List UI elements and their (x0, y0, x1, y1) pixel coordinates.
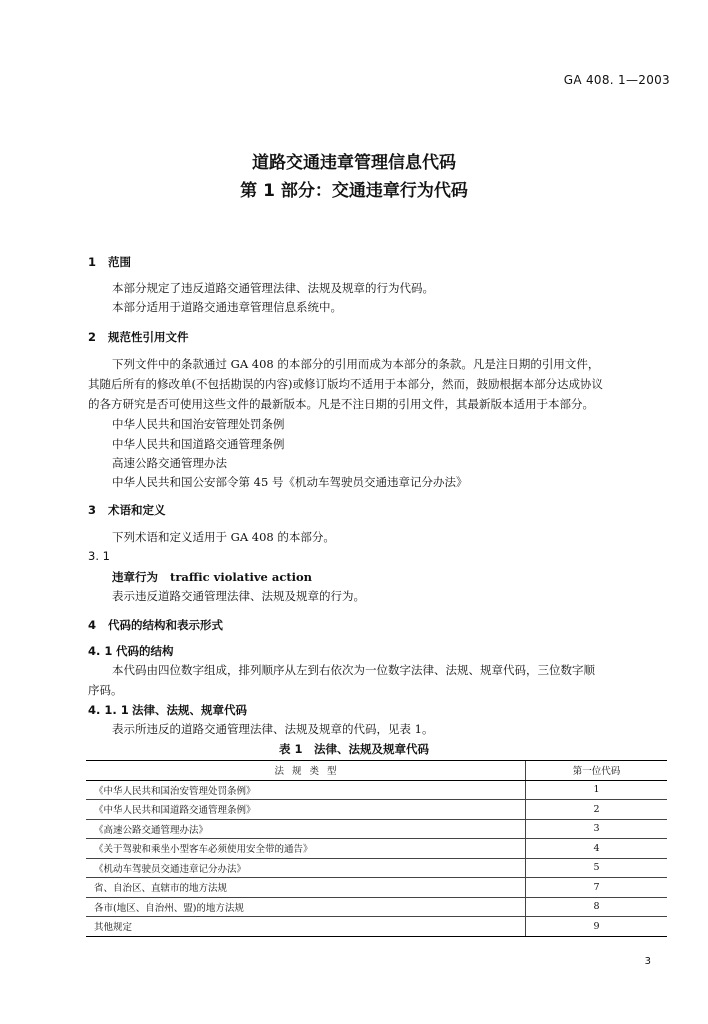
regulation-name: 《中华人民共和国治安管理处罚条例》 (86, 780, 526, 800)
paragraph: 本部分规定了违反道路交通管理法律、法规及规章的行为代码。 (112, 281, 434, 295)
subsection-number: 3. 1 (88, 549, 110, 563)
section-3-heading (88, 502, 166, 518)
section-number: 4 (88, 618, 97, 632)
regulation-name: 其他规定 (86, 917, 526, 937)
reference-item: 中华人民共和国治安管理处罚条例 (112, 417, 285, 431)
table-row (86, 780, 667, 800)
regulation-code: 8 (526, 897, 668, 917)
subsection-title: 代码的结构 (116, 644, 174, 658)
section-4-heading (88, 617, 223, 633)
paragraph: 本部分适用于道路交通违章管理信息系统中。 (112, 300, 342, 314)
table-row (86, 819, 667, 839)
regulation-code: 9 (526, 917, 668, 937)
document-subtitle: 第 1 部分：交通违章行为代码 (240, 181, 468, 201)
regulation-name: 《中华人民共和国道路交通管理条例》 (86, 800, 526, 820)
regulation-name: 省、自治区、直辖市的地方法规 (86, 878, 526, 898)
section-1-heading (88, 254, 131, 270)
section-title: 范围 (108, 255, 131, 269)
paragraph-line: 下列文件中的条款通过 GA 408 的本部分的引用而成为本部分的条款。凡是注日期的引用文件， (112, 357, 600, 371)
reference-item: 中华人民共和国道路交通管理条例 (112, 437, 285, 451)
subsection-number: 4. 1 (88, 644, 113, 658)
regulation-code: 5 (526, 858, 668, 878)
regulation-code: 1 (526, 780, 668, 800)
subsection-number: 4. 1. 1 (88, 703, 129, 717)
paragraph-line: 本代码由四位数字组成，排列顺序从左到右依次为一位数字法律、法规、规章代码，三位数字顺 (112, 663, 595, 677)
section-title: 术语和定义 (108, 503, 166, 517)
section-2-heading (88, 329, 189, 345)
term-definition: 表示违反道路交通管理法律、法规及规章的行为。 (112, 589, 365, 603)
section-number: 3 (88, 503, 97, 517)
legal-code-table (86, 760, 667, 937)
regulation-code: 2 (526, 800, 668, 820)
paragraph: 表示所违反的道路交通管理法律、法规及规章的代码，见表 1。 (112, 722, 434, 736)
regulation-code: 3 (526, 819, 668, 839)
subsection-title: 法律、法规、规章代码 (132, 703, 247, 717)
table-header-row (86, 761, 667, 781)
table-row (86, 917, 667, 937)
regulation-name: 《关于驾驶和乘坐小型客车必须使用安全带的通告》 (86, 839, 526, 859)
section-number: 2 (88, 330, 97, 344)
reference-item: 高速公路交通管理办法 (112, 456, 227, 470)
regulation-name: 《高速公路交通管理办法》 (86, 819, 526, 839)
subsection-4-1-1-heading (88, 702, 247, 718)
regulation-code: 4 (526, 839, 668, 859)
table-caption: 表 1 法律、法规及规章代码 (278, 742, 429, 756)
reference-item: 中华人民共和国公安部令第 45 号《机动车驾驶员交通违章记分办法》 (112, 475, 468, 489)
regulation-code: 7 (526, 878, 668, 898)
page-number: 3 (644, 956, 651, 967)
paragraph: 下列术语和定义适用于 GA 408 的本部分。 (112, 530, 335, 544)
column-header-code: 第一位代码 (526, 761, 668, 781)
table-row (86, 897, 667, 917)
regulation-name: 《机动车驾驶员交通违章记分办法》 (86, 858, 526, 878)
table-row (86, 878, 667, 898)
document-title: 道路交通违章管理信息代码 (252, 153, 456, 173)
term-english: traffic violative action (170, 570, 313, 584)
paragraph-line: 的各方研究是否可使用这些文件的最新版本。凡是不注日期的引用文件，其最新版本适用于本部分。 (88, 397, 594, 411)
standard-number: GA 408. 1—2003 (563, 73, 670, 87)
table-row (86, 858, 667, 878)
subsection-4-1-heading (88, 643, 174, 659)
paragraph-line: 序码。 (88, 683, 123, 697)
term: 违章行为 (112, 570, 158, 584)
term-line (112, 569, 312, 585)
section-title: 规范性引用文件 (108, 330, 189, 344)
paragraph-line: 其随后所有的修改单(不包括勘误的内容)或修订版均不适用于本部分，然而，鼓励根据本部分达成协议 (88, 377, 603, 391)
column-header-type: 法规类型 (86, 761, 526, 781)
regulation-name: 各市(地区、自治州、盟)的地方法规 (86, 897, 526, 917)
table-row (86, 800, 667, 820)
section-title: 代码的结构和表示形式 (108, 618, 223, 632)
section-number: 1 (88, 255, 97, 269)
table-row (86, 839, 667, 859)
